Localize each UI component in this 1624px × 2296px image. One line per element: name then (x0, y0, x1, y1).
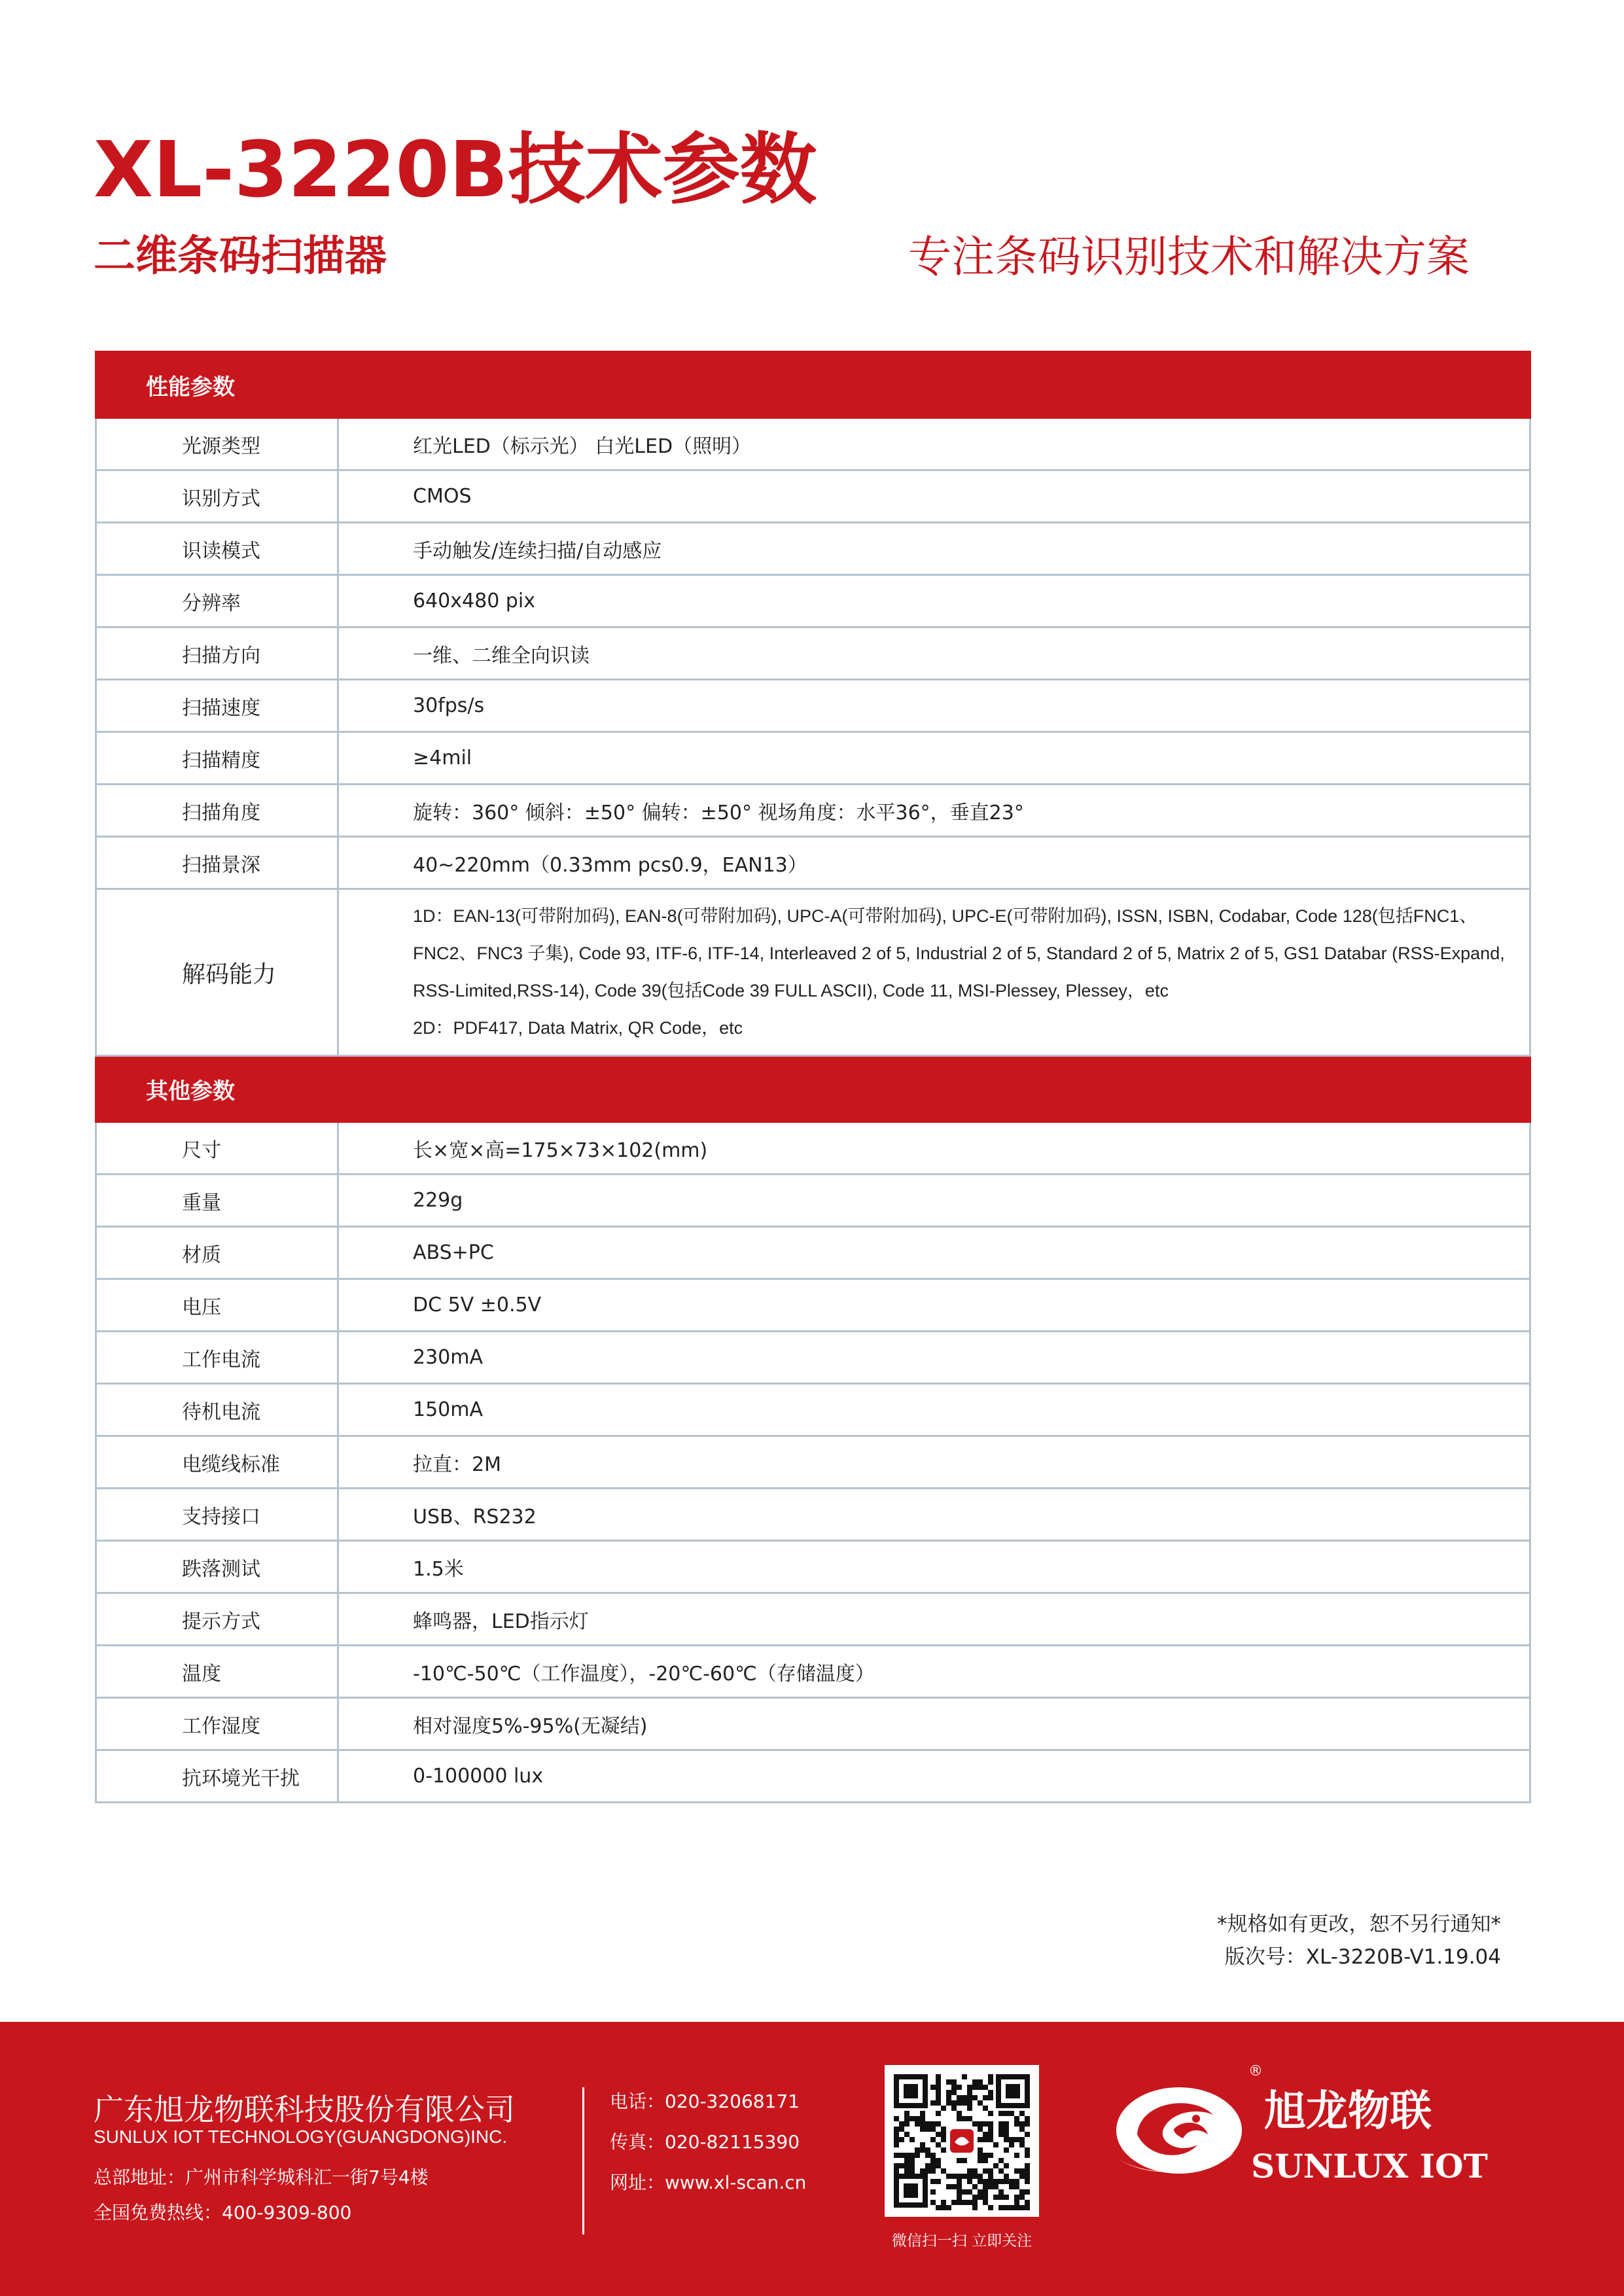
spec-label: 跌落测试 (96, 1541, 338, 1593)
spec-row (96, 785, 1530, 837)
qr-caption: 微信扫一扫 立即关注 (891, 2233, 1033, 2250)
company-slogan: 专注条码识别技术和解决方案 (908, 232, 1470, 282)
spec-row (96, 627, 1530, 680)
spec-label: 提示方式 (96, 1593, 338, 1646)
spec-row (96, 1227, 1530, 1279)
spec-value: 手动触发/连续扫描/自动感应 (338, 523, 1530, 575)
spec-value: 蜂鸣器，LED指示灯 (338, 1593, 1530, 1646)
spec-label: 电压 (96, 1279, 338, 1332)
spec-row (96, 1489, 1530, 1541)
spec-row (96, 418, 1530, 470)
spec-label: 工作电流 (96, 1332, 338, 1384)
decode-capability-value (338, 889, 1530, 1056)
spec-value: 40~220mm（0.33mm pcs0.9，EAN13） (338, 837, 1530, 889)
spec-label: 待机电流 (96, 1384, 338, 1436)
spec-label: 扫描速度 (96, 680, 338, 732)
spec-label: 识读模式 (96, 523, 338, 575)
spec-row (96, 1593, 1530, 1646)
spec-row (96, 523, 1530, 575)
spec-row (96, 1332, 1530, 1384)
spec-label: 材质 (96, 1227, 338, 1279)
spec-value: 旋转：360° 倾斜：±50° 偏转：±50° 视场角度：水平36°，垂直23° (338, 785, 1530, 837)
spec-label: 扫描角度 (96, 785, 338, 837)
company-hotline: 全国免费热线：400-9309-800 (94, 2202, 352, 2223)
wechat-qr-code (885, 2065, 1039, 2217)
spec-table-body (96, 352, 1530, 1803)
spec-label: 扫描精度 (96, 732, 338, 785)
version-note: 版次号：XL-3220B-V1.19.04 (1224, 1945, 1501, 1969)
spec-value: 相对湿度5%-95%(无凝结) (338, 1698, 1530, 1750)
spec-label: 扫描方向 (96, 627, 338, 680)
registered-mark: ® (1248, 2063, 1263, 2079)
spec-row (96, 1750, 1530, 1803)
spec-row (96, 470, 1530, 523)
spec-label: 扫描景深 (96, 837, 338, 889)
contact-phone: 电话：020-32068171 (610, 2091, 800, 2112)
spec-value: 230mA (338, 1332, 1530, 1384)
spec-row-decode (96, 889, 1530, 1056)
spec-value: -10℃-50℃（工作温度），-20℃-60℃（存储温度） (338, 1646, 1530, 1698)
spec-value: 拉直：2M (338, 1436, 1530, 1489)
spec-label: 抗环境光干扰 (96, 1750, 338, 1803)
spec-table (95, 351, 1531, 1803)
footer (0, 2022, 1624, 2296)
company-name-en: SUNLUX IOT TECHNOLOGY(GUANGDONG)INC. (94, 2127, 508, 2147)
brand-name-cn: 旭龙物联 (1264, 2087, 1432, 2136)
spec-row (96, 837, 1530, 889)
spec-value: 红光LED（标示光） 白光LED（照明） (338, 418, 1530, 470)
qr-code-icon (885, 2065, 1039, 2217)
spec-row (96, 575, 1530, 627)
spec-value: ≥4mil (338, 732, 1530, 785)
spec-row (96, 732, 1530, 785)
spec-row (96, 1436, 1530, 1489)
brand-logo (1106, 2061, 1538, 2192)
dragon-emblem-icon (1116, 2087, 1242, 2174)
spec-value: ABS+PC (338, 1227, 1530, 1279)
spec-label: 光源类型 (96, 418, 338, 470)
spec-label: 分辨率 (96, 575, 338, 627)
spec-value: 1.5米 (338, 1541, 1530, 1593)
spec-label: 解码能力 (96, 889, 338, 1056)
spec-row (96, 1646, 1530, 1698)
spec-label: 重量 (96, 1174, 338, 1227)
spec-row (96, 1122, 1530, 1174)
spec-value: 一维、二维全向识读 (338, 627, 1530, 680)
spec-row (96, 1174, 1530, 1227)
spec-value: 30fps/s (338, 680, 1530, 732)
footer-divider (582, 2087, 584, 2234)
spec-value: 640x480 pix (338, 575, 1530, 627)
spec-label: 电缆线标准 (96, 1436, 338, 1489)
section-header (96, 352, 1530, 418)
spec-value: 229g (338, 1174, 1530, 1227)
company-address: 总部地址：广州市科学城科汇一街7号4楼 (94, 2166, 429, 2188)
decode-2d-list: 2D：PDF417, Data Matrix, QR Code，etc (413, 1018, 743, 1038)
spec-row (96, 1541, 1530, 1593)
spec-row (96, 1279, 1530, 1332)
brand-name-en: SUNLUX IOT (1251, 2147, 1488, 2185)
spec-label: 支持接口 (96, 1489, 338, 1541)
section-header (96, 1056, 1530, 1122)
spec-value: 0-100000 lux (338, 1750, 1530, 1803)
product-subtitle: 二维条码扫描器 (94, 232, 387, 281)
notes (1217, 1908, 1501, 1973)
spec-value: 150mA (338, 1384, 1530, 1436)
company-name: 广东旭龙物联科技股份有限公司 (94, 2092, 515, 2127)
contact-fax: 传真：020-82115390 (610, 2131, 800, 2153)
spec-row (96, 1384, 1530, 1436)
spec-label: 识别方式 (96, 470, 338, 523)
spec-value: USB、RS232 (338, 1489, 1530, 1541)
spec-value: 长×宽×高=175×73×102(mm) (338, 1122, 1530, 1174)
spec-label: 尺寸 (96, 1122, 338, 1174)
spec-value: DC 5V ±0.5V (338, 1279, 1530, 1332)
section-title: 性能参数 (96, 352, 1530, 418)
spec-row (96, 1698, 1530, 1750)
spec-label: 温度 (96, 1646, 338, 1698)
spec-row (96, 680, 1530, 732)
section-title: 其他参数 (96, 1056, 1530, 1122)
contact-website[interactable]: 网址：www.xl-scan.cn (610, 2172, 807, 2193)
page-title: XL-3220B技术参数 (94, 124, 817, 215)
spec-value: CMOS (338, 470, 1530, 523)
decode-1d-list: 1D：EAN-13(可带附加码), EAN-8(可带附加码), UPC-A(可带附加码), UPC-E(可带附加码), ISSN, ISBN, Codabar, Code 128(包括FNC1、FNC2、FNC3 子集), Code 93, ITF-6, ITF-14, Interleaved 2 of 5, Industrial 2 of 5, Standard 2 of 5, Matrix 2 of 5, GS1 Databar (RSS-Expand, RSS-Limited,RSS-14), Code 39(包括Code 39 FULL ASCII), Code 11, MSI-Plessey, Plessey，etc (413, 906, 1505, 1000)
spec-label: 工作湿度 (96, 1698, 338, 1750)
disclaimer-note: *规格如有更改，恕不另行通知* (1217, 1913, 1501, 1936)
